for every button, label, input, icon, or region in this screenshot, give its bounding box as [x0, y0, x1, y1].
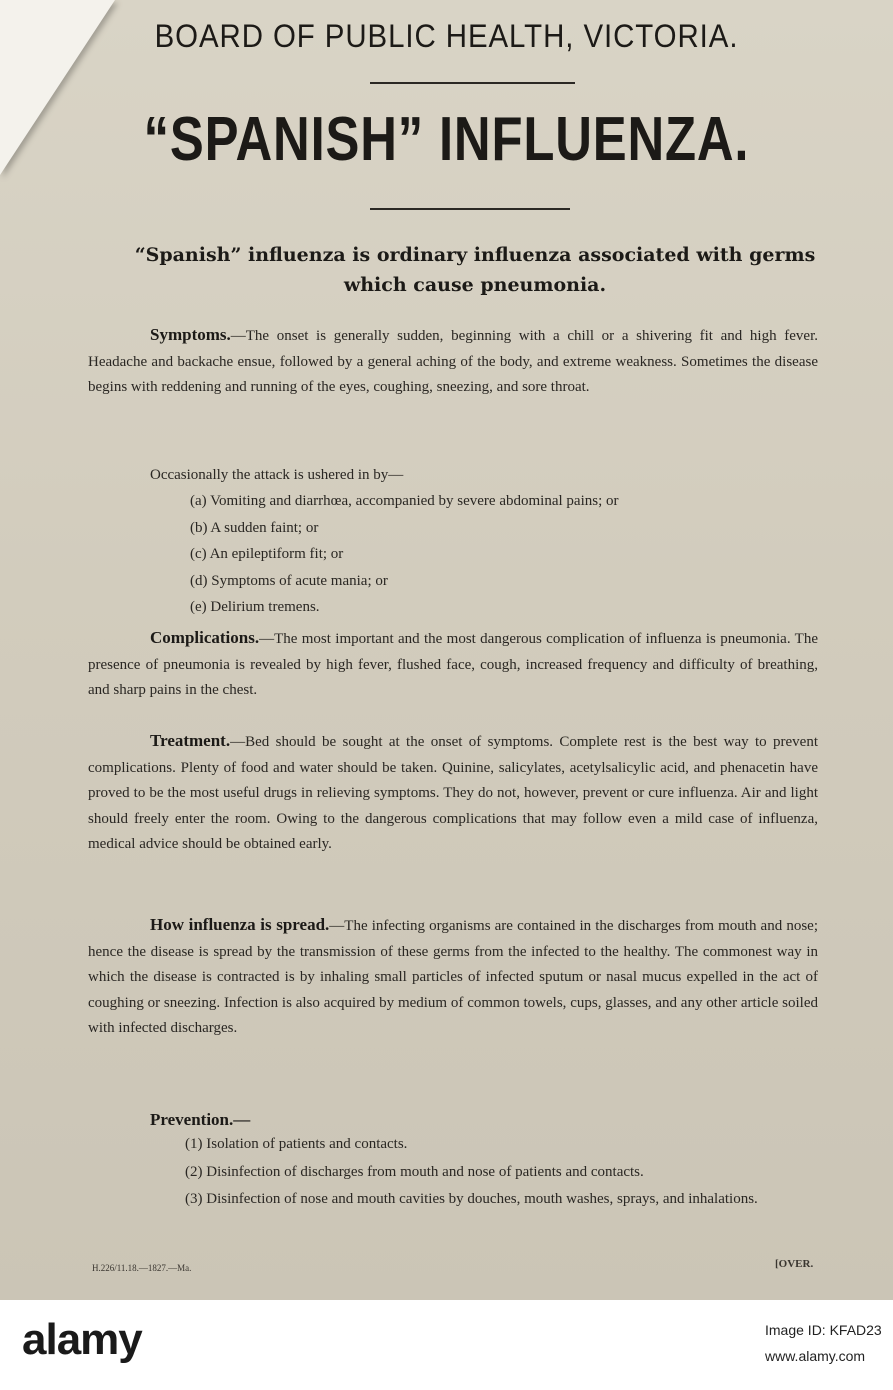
list-item: (b) A sudden faint; or: [190, 519, 319, 536]
divider-rule-bottom: [370, 208, 570, 210]
list-item: (1) Isolation of patients and contacts.: [185, 1136, 408, 1152]
prevention-heading: Prevention.—: [150, 1110, 251, 1129]
prevention-list: [185, 1132, 825, 1215]
symptoms-section: [88, 322, 818, 401]
spread-text: —The infecting organisms are contained in the discharges from mouth and nose; hence the disease is spread by the transmission of these germs from the infected to the healthy. The commonest way in which the disease is contracted is by inhaling small particles of infected sputum or nasal mucus expelled in the act of coughing or sneezing. Infection is also acquired by medium of common towels, cups, glasses, and any other article soiled with infected discharges.: [88, 918, 818, 1036]
list-item: (c) An epileptiform fit; or: [190, 546, 344, 562]
spread-heading: How influenza is spread.: [150, 915, 330, 934]
print-code: H.226/11.18.—1827.—Ma.: [92, 1263, 192, 1273]
alamy-logo: alamy: [22, 1315, 142, 1364]
list-item: (2) Disinfection of discharges from mouth and nose of patients and contacts.: [185, 1163, 644, 1180]
symptoms-heading: Symptoms.: [150, 325, 231, 344]
treatment-section: [88, 728, 818, 858]
treatment-text: —Bed should be sought at the onset of symptoms. Complete rest is the best way to prevent complications. Plenty of food and water should be taken. Quinine, salicylates, acetylsalicylic acid, and phenacetin have proved to be the most useful drugs in relieving symptoms. They do not, however, prevent or cure influenza. Air and light should freely enter the room. Owing to the dangerous complications that may follow even a mild case of influenza, medical advice should be obtained early.: [88, 734, 818, 852]
site-url: www.alamy.com: [765, 1348, 866, 1364]
list-item: (3) Disinfection of nose and mouth cavities by douches, mouth washes, sprays, and inhalations.: [185, 1191, 758, 1207]
spread-section: [88, 912, 818, 1042]
over-label: [OVER.: [775, 1258, 814, 1270]
treatment-heading: Treatment.: [150, 731, 231, 750]
complications-section: [88, 625, 818, 704]
symptoms-intro: Occasionally the attack is ushered in by—: [150, 467, 404, 483]
symptoms-text: —The onset is generally sudden, beginning with a chill or a shivering fit and high fever. Headache and backache ensue, followed by a general aching of the body, and extreme weakness. Sometimes the disease begins with reddening and running of the eyes, coughing, sneezing, and sore throat.: [88, 328, 818, 395]
symptoms-list: [190, 488, 618, 621]
list-item: (a) Vomiting and diarrhœa, accompanied by severe abdominal pains; or: [190, 493, 619, 509]
image-id-label: Image ID: KFAD23: [765, 1322, 882, 1338]
board-heading: BOARD OF PUBLIC HEALTH, VICTORIA.: [154, 18, 739, 54]
list-item: (d) Symptoms of acute mania; or: [190, 572, 388, 589]
list-item: (e) Delirium tremens.: [190, 599, 320, 615]
divider-rule-top: [370, 82, 575, 84]
poster-title: “SPANISH” INFLUENZA.: [143, 105, 750, 174]
prevention-section: [150, 1107, 450, 1135]
poster-subtitle: [130, 240, 820, 300]
subtitle-text: “Spanish” influenza is ordinary influenza associated with germs which cause pneumonia.: [134, 244, 816, 296]
stock-watermark-bar: [0, 1300, 893, 1390]
complications-text: —The most important and the most dangerous complication of influenza is pneumonia. The presence of pneumonia is revealed by high fever, flushed face, cough, increased frequency and difficulty of breathing, and sharp pains in the chest.: [88, 631, 818, 698]
complications-heading: Complications.: [150, 628, 260, 647]
